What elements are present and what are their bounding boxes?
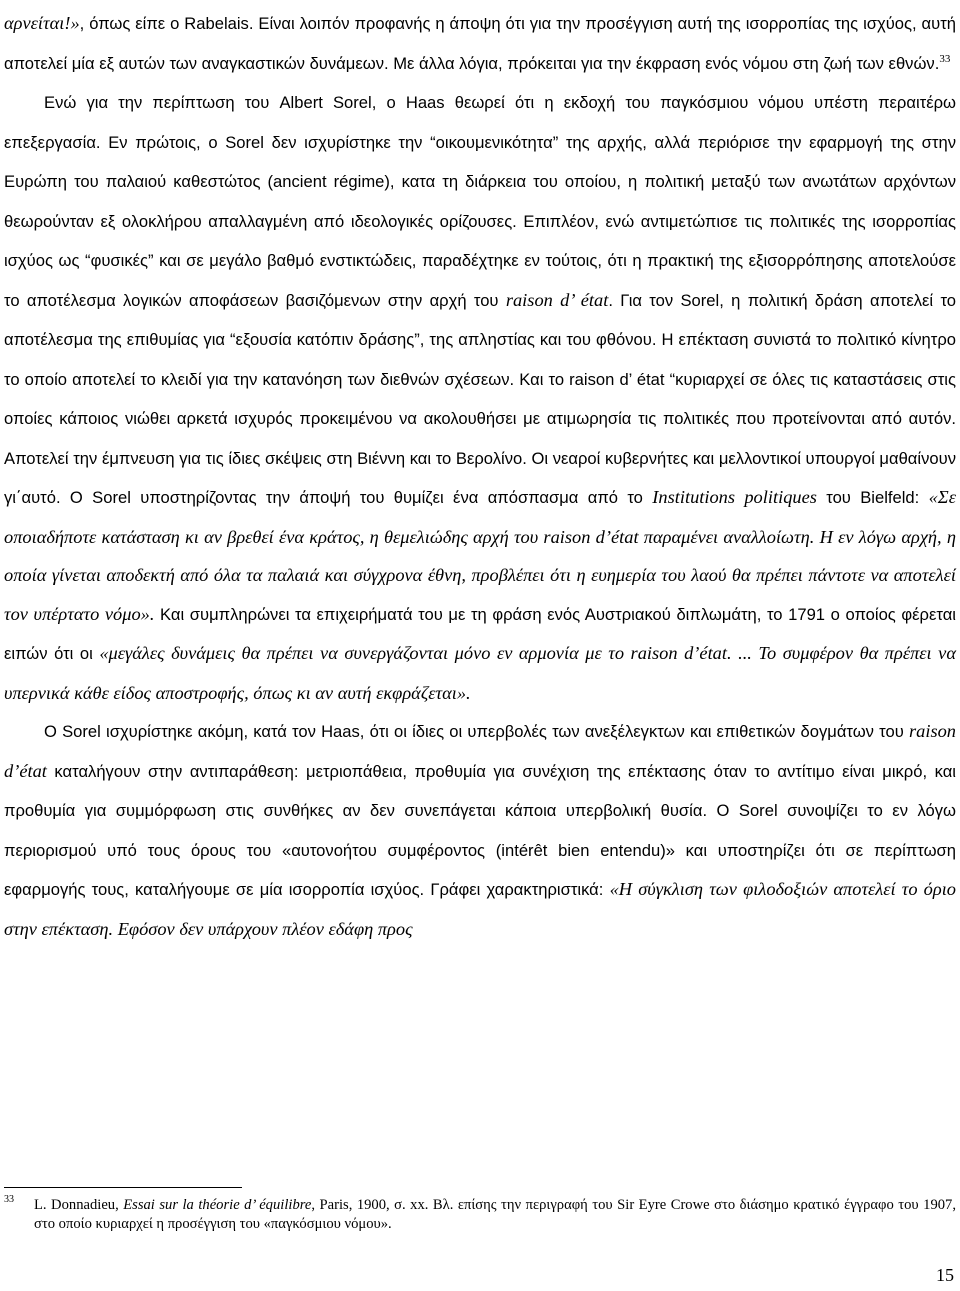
text-run: Και συμπληρώνει τα επιχειρήματά του με τη φράση ενός Αυστριακού διπλωμάτη, το 1791 ο οποίος φέρεται ειπών ότι οι (4, 604, 956, 663)
text-run: , Paris, 1900, σ. xx. Βλ. επίσης την περιγραφή του Sir Eyre Crowe στο διάσημο κρατικό έγγραφο του 1907, στο οποίο κυριαρχεί η προσέγγιση του «παγκόσμιου νόμου». (34, 1197, 956, 1232)
text-run: Επιπλέον, ενώ αντιμετώπισε τις πολιτικές της ισορροπίας ισχύος ως “φυσικές” και σε μεγάλο βαθμό ενστικτώδεις, παραδέχτηκε εν τούτοις, ότι η πρακτική της εξισορρόπησης αποτελούσε το αποτέλεσμα λογικών αποφάσεων βασιζόμενων στην αρχή του (4, 211, 956, 310)
text-run: του Bielfeld: (816, 488, 929, 507)
italic-text: raison d’ état (505, 289, 609, 310)
text-run: καταλήγουν στην αντιπαράθεση: μετριοπάθεια, προθυμία για συνέχιση της επέκτασης όταν το αντίτιμο είναι μικρό, και προθυμία για συμμόρφωση στις συνθήκες αν δεν συνεπάγεται κάποια υπερβολική θυσία. Ο Sorel συνοψίζει το εν λόγω περιορισμού υπό τους όρους του «αυτονοήτου συμφέροντος (intérêt bien entendu)» και υποστηρίζει ότι σε περίπτωση εφαρμογής τους, καταλήγουμε σε μία ισορροπία ισχύος. Γράφει χαρακτηριστικά: (4, 761, 956, 899)
footnote-reference: 33 (939, 52, 951, 65)
footnote (4, 1196, 956, 1234)
text-run: Είναι λοιπόν προφανής η άποψη ότι για την προσέγγιση αυτή της ισορροπίας της ισχύος, αυτή αποτελεί μία εξ αυτών των αναγκαστικών δυνάμεων. Με άλλα λόγια, πρόκειται για την έκφραση ενός νόμου στη ζωή των εθνών. (4, 14, 956, 73)
text-run: L. Donnadieu, (34, 1197, 124, 1213)
italic-text: αρνείται!» (4, 13, 80, 33)
paragraph-2 (4, 83, 956, 712)
page-number: 15 (936, 1265, 954, 1285)
text-run: Ο Sorel ισχυρίστηκε ακόμη, κατά τον Haas, ότι οι ίδιες οι υπερβολές των ανεξέλεγκτων και επιθετικών δογμάτων του (44, 722, 909, 741)
paragraph-1 (4, 4, 956, 83)
text-run: Ο Sorel υποστηρίζοντας την άποψή του θυμίζει ένα απόσπασμα από το (60, 488, 653, 507)
italic-text: «μεγάλες δυνάμεις θα πρέπει να συνεργάζονται μόνο εν αρμονία με το raison d’état. ... Το συμφέρον θα πρέπει να υπερνικά κάθε είδος αποστροφής, όπως κι αν αυτή εκφράζεται». (4, 643, 956, 703)
text-run: Εν πρώτοις, ο Sorel δεν ισχυρίστηκε την “οικουμενικότητα” της αρχής, αλλά περιόρισε την εφαρμογή της στην Ευρώπη του παλαιού καθεστώτος (ancient régime), κατα τη διάρκεια του οποίου, η πολιτική μεταξύ των ανωτάτων αρχόντων θεωρούνταν εξ ολοκλήρου απαλλαγμένη από ιδεολογικές ορίζουσες. (4, 132, 956, 231)
paragraph-3 (4, 712, 956, 948)
text-run: , όπως είπε ο Rabelais. (79, 14, 259, 33)
italic-text: Institutions politiques (652, 487, 817, 507)
italic-text: «Σε οποιαδήποτε κατάσταση κι αν βρεθεί ένα κράτος, η θεμελιώδης αρχή του raison d’état παραμένει αναλλοίωτη. Η εν λόγω αρχή, η οποία γίνεται αποδεκτή από όλα τα παλαιά και σύγχρονα έθνη, προβλέπει ότι η ευημερία του λαού θα πρέπει πάντοτε να αποτελεί τον υπέρτατο νόμο». (4, 487, 956, 624)
italic-text: Essai sur la théorie d’ équilibre (123, 1197, 312, 1213)
footnote-number: 33 (4, 1194, 14, 1205)
body-text (4, 4, 956, 948)
footnote-divider (4, 1187, 242, 1188)
text-run: Ενώ για την περίπτωση του Albert Sorel, ο Haas θεωρεί ότι η εκδοχή του παγκόσμιου νόμου υπέστη περαιτέρω επεξεργασία. (4, 93, 956, 152)
text-run: . Για τον Sorel, η πολιτική δράση αποτελεί το αποτέλεσμα της επιθυμίας για “εξουσία κατόπιν δράσης”, της απληστίας και του φθόνου. Η επέκταση συνιστά το πολιτικό κίνητρο το οποίο αποτελεί το κλειδί για την κατανόηση των διεθνών σχέσεων. Και το raison d’ état “κυριαρχεί σε όλες τις καταστάσεις στις οποίες κάποιος νιώθει αρκετά ισχυρός προκειμένου να ακολουθήσει με ατιμωρησία τις πολιτικές που προτείνονται από αυτόν. Αποτελεί την έμπνευση για τις ίδιες σκέψεις στη Βιέννη και το Βερολίνο. Οι νεαροί κυβερνήτες και μελλοντικοί υπουργοί μαθαίνουν γι΄αυτό. (4, 290, 956, 507)
italic-text: «Η σύγκλιση των φιλοδοξιών αποτελεί το όριο στην επέκταση. Εφόσον δεν υπάρχουν πλέον εδάφη προς (4, 879, 956, 939)
italic-text: raison d’état (4, 721, 956, 781)
footnote-text (34, 1196, 956, 1234)
